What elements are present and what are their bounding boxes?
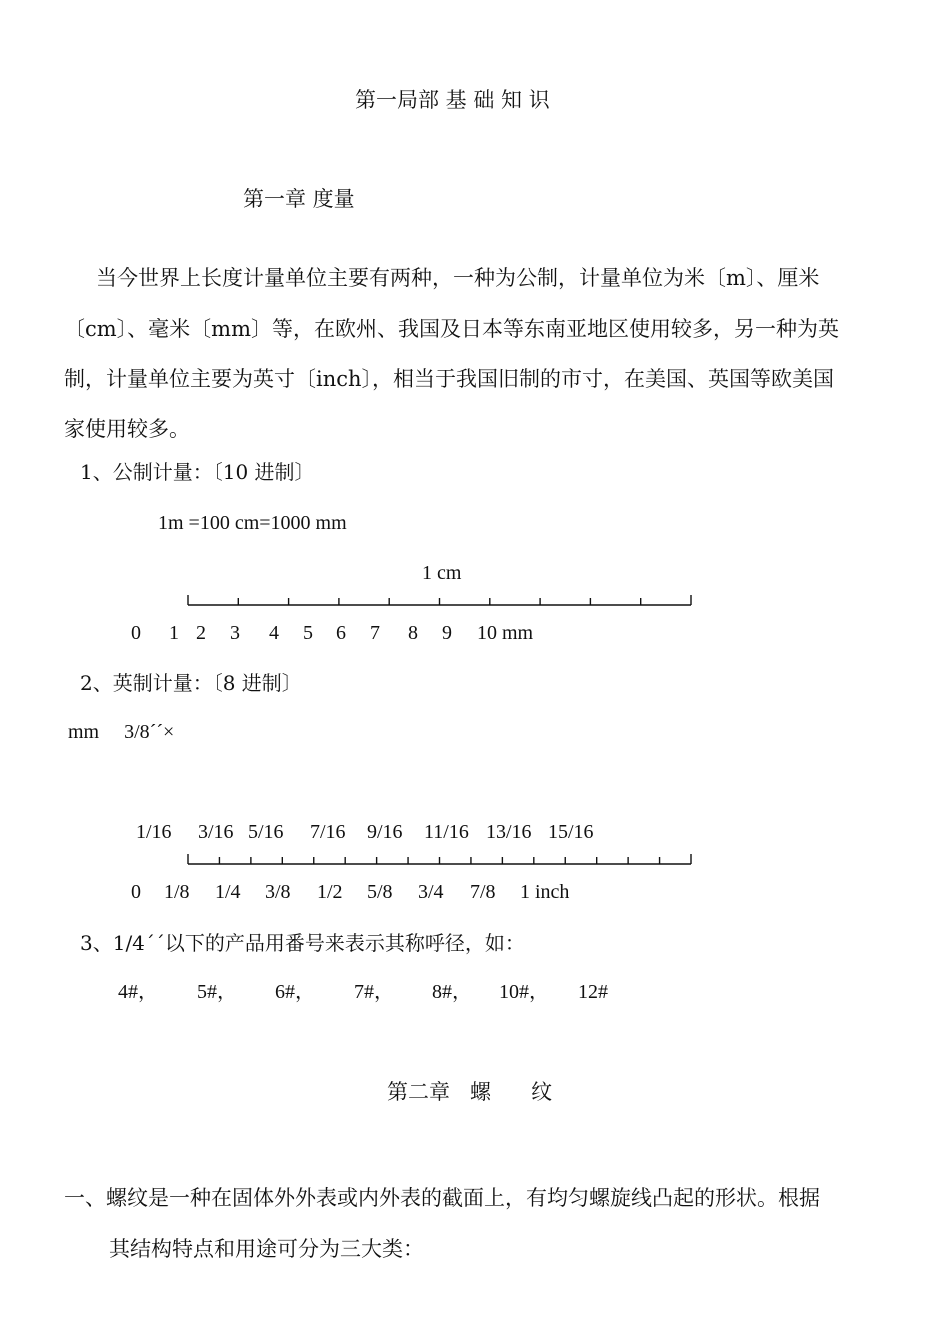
gauge-item-2: 6#， [275, 981, 315, 1003]
metric-ruler-label-3: 3 [230, 622, 240, 644]
intro-line-3: 制，计量单位主要为英寸〔inch〕，相当于我国旧制的市寸，在美国、英国等欧美国 [64, 367, 835, 391]
imperial-heading: 2、英制计量：〔8 进制〕 [80, 671, 302, 695]
imperial-conversion: mm 3/8´´× [68, 721, 175, 743]
chapter2-title: 第二章 螺 纹 [387, 1080, 553, 1104]
metric-ruler-label-5: 5 [303, 622, 313, 644]
gauge-item-3: 7#， [354, 981, 394, 1003]
metric-ruler-label-8: 8 [408, 622, 418, 644]
metric-ruler-title: 1 cm [422, 562, 462, 584]
metric-ruler-label-0: 0 [131, 622, 141, 644]
thread-line-2: 其结构特点和用途可分为三大类： [109, 1237, 424, 1261]
imperial-eighth-label-3: 3/8 [265, 881, 291, 903]
metric-ruler-label-10: 10 mm [477, 622, 534, 644]
metric-ruler-label-6: 6 [336, 622, 346, 644]
metric-ruler-label-7: 7 [370, 622, 380, 644]
gauge-heading: 3、1/4´´以下的产品用番号来表示其称呼径，如： [80, 931, 525, 955]
gauge-item-4: 8#， [432, 981, 472, 1003]
part-title: 第一局部 基 础 知 识 [355, 88, 550, 112]
imperial-sixteenth-label-5: 11/16 [424, 821, 469, 843]
imperial-sixteenth-label-4: 9/16 [367, 821, 403, 843]
intro-line-4: 家使用较多。 [64, 417, 190, 441]
imperial-sixteenth-label-7: 15/16 [548, 821, 594, 843]
metric-equation: 1m =100 cm=1000 mm [158, 512, 347, 534]
chapter1-title: 第一章 度量 [243, 187, 355, 211]
gauge-item-5: 10#， [499, 981, 549, 1003]
imperial-sixteenth-label-2: 5/16 [248, 821, 284, 843]
metric-heading: 1、公制计量：〔10 进制〕 [80, 460, 315, 484]
imperial-sixteenth-label-0: 1/16 [136, 821, 172, 843]
metric-ruler-label-9: 9 [442, 622, 452, 644]
imperial-eighth-label-4: 1/2 [317, 881, 343, 903]
imperial-eighth-label-2: 1/4 [215, 881, 241, 903]
thread-line-1: 一、螺纹是一种在固体外外表或内外表的截面上，有均匀螺旋线凸起的形状。根据 [64, 1186, 820, 1210]
gauge-item-0: 4#， [118, 981, 158, 1003]
metric-ruler-label-4: 4 [269, 622, 279, 644]
imperial-eighth-label-1: 1/8 [164, 881, 190, 903]
gauge-item-6: 12# [578, 981, 608, 1003]
metric-ruler-label-1: 1 [169, 622, 179, 644]
imperial-sixteenth-label-6: 13/16 [486, 821, 532, 843]
imperial-eighth-label-7: 7/8 [470, 881, 496, 903]
imperial-eighth-label-5: 5/8 [367, 881, 393, 903]
metric-ruler-label-2: 2 [196, 622, 206, 644]
imperial-sixteenth-label-3: 7/16 [310, 821, 346, 843]
imperial-eighth-label-6: 3/4 [418, 881, 444, 903]
intro-line-1: 当今世界上长度计量单位主要有两种，一种为公制，计量单位为米〔m〕、厘米 [96, 266, 820, 290]
gauge-item-1: 5#， [197, 981, 237, 1003]
imperial-eighth-label-8: 1 inch [520, 881, 570, 903]
intro-line-2: 〔cm〕、毫米〔mm〕等，在欧州、我国及日本等东南亚地区使用较多，另一种为英 [64, 317, 839, 341]
imperial-sixteenth-label-1: 3/16 [198, 821, 234, 843]
imperial-eighth-label-0: 0 [131, 881, 141, 903]
